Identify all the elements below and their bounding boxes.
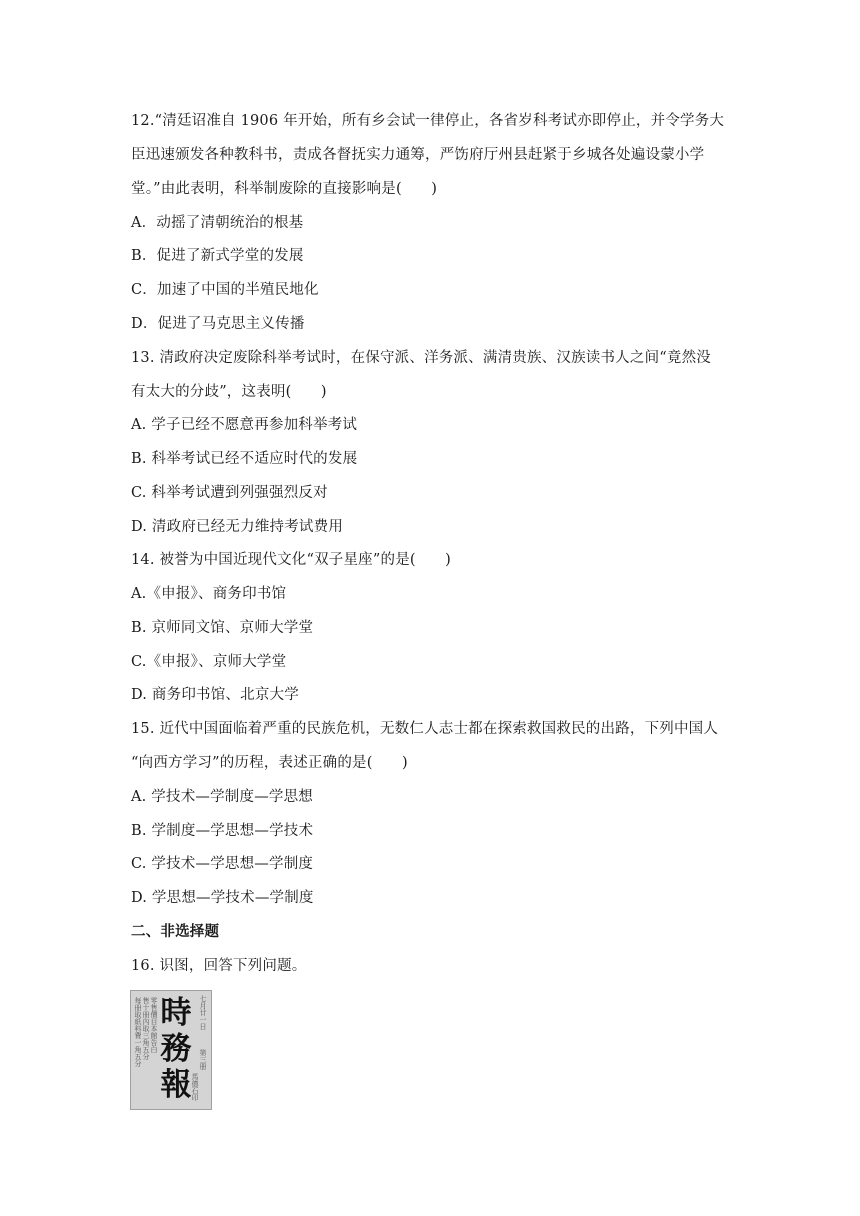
q15-option-d: D. 学思想—学技术—学制度 bbox=[131, 890, 314, 906]
q16-stem: 16. 识图，回答下列问题。 bbox=[131, 958, 307, 974]
q12-stem-line-1: 12.“清廷诏准自 1906 年开始，所有乡会试一律停止，各省岁科考试亦即停止，并令学务大 bbox=[131, 113, 725, 129]
figure-title-char-1: 時 bbox=[160, 995, 192, 1031]
q15-stem-line-1: 15. 近代中国面临着严重的民族危机，无数仁人志士都在探索救国救民的出路，下列中国人 bbox=[131, 721, 719, 737]
q12-option-a: A．动摇了清朝统治的根基 bbox=[131, 215, 304, 231]
q13-option-d: D. 清政府已经无力维持考试费用 bbox=[131, 519, 344, 535]
q14-option-b: B. 京师同文馆、京师大学堂 bbox=[131, 620, 314, 636]
q12-option-d: D．促进了马克思主义传播 bbox=[131, 316, 305, 332]
q13-option-b: B. 科举考试已经不适应时代的发展 bbox=[131, 451, 358, 467]
figure-left-column-3: 零售價目本館告白 bbox=[150, 997, 158, 1053]
q13-stem-line-2: 有太大的分歧”，这表明( ) bbox=[131, 384, 327, 400]
q14-option-a: A.《申报》、商务印书馆 bbox=[131, 586, 287, 602]
figure-left-column-1: 每冊取紙料費一角五分 bbox=[134, 997, 142, 1067]
q14-stem-line-1: 14. 被誉为中国近现代文化“双子星座”的是( ) bbox=[131, 552, 452, 568]
q15-stem-line-2: “向西方学习”的历程，表述正确的是( ) bbox=[131, 755, 408, 771]
q14-option-c: C.《申报》、京师大学堂 bbox=[131, 654, 287, 670]
figure-right-column-issue: 第三册 bbox=[199, 1049, 207, 1070]
q12-stem-line-3: 堂。”由此表明，科举制废除的直接影响是( ) bbox=[131, 181, 438, 197]
q14-option-d: D. 商务印书馆、北京大学 bbox=[131, 687, 299, 703]
q13-stem-line-1: 13. 清政府决定废除科举考试时，在保守派、洋务派、满清贵族、汉族读书人之间“竟然没 bbox=[131, 350, 711, 366]
q12-option-b: B．促进了新式学堂的发展 bbox=[131, 248, 304, 264]
section-title: 二、非选择题 bbox=[131, 923, 220, 940]
figure-right-column-date: 七月廿一日 bbox=[199, 995, 207, 1030]
q13-option-c: C. 科举考试遭到列强强烈反对 bbox=[131, 485, 328, 501]
newspaper-masthead-image bbox=[130, 990, 212, 1110]
q15-option-b: B. 学制度—学思想—学技术 bbox=[131, 823, 314, 839]
figure-right-column-printer: 馬德石印 bbox=[191, 1073, 199, 1101]
figure-title-char-3: 報 bbox=[160, 1067, 192, 1103]
q15-option-c: C. 学技术—学思想—学制度 bbox=[131, 856, 314, 872]
q13-option-a: A. 学子已经不愿意再参加科举考试 bbox=[131, 417, 358, 433]
figure-title-char-2: 務 bbox=[160, 1031, 192, 1067]
q12-option-c: C．加速了中国的半殖民地化 bbox=[131, 282, 319, 298]
figure-left-column-2: 售十冊內取三角五分 bbox=[142, 997, 150, 1060]
q12-stem-line-2: 臣迅速颁发各种教科书，责成各督抚实力通筹，严饬府厅州县赶紧于乡城各处遍设蒙小学 bbox=[131, 147, 705, 163]
q15-option-a: A. 学技术—学制度—学思想 bbox=[131, 789, 313, 805]
